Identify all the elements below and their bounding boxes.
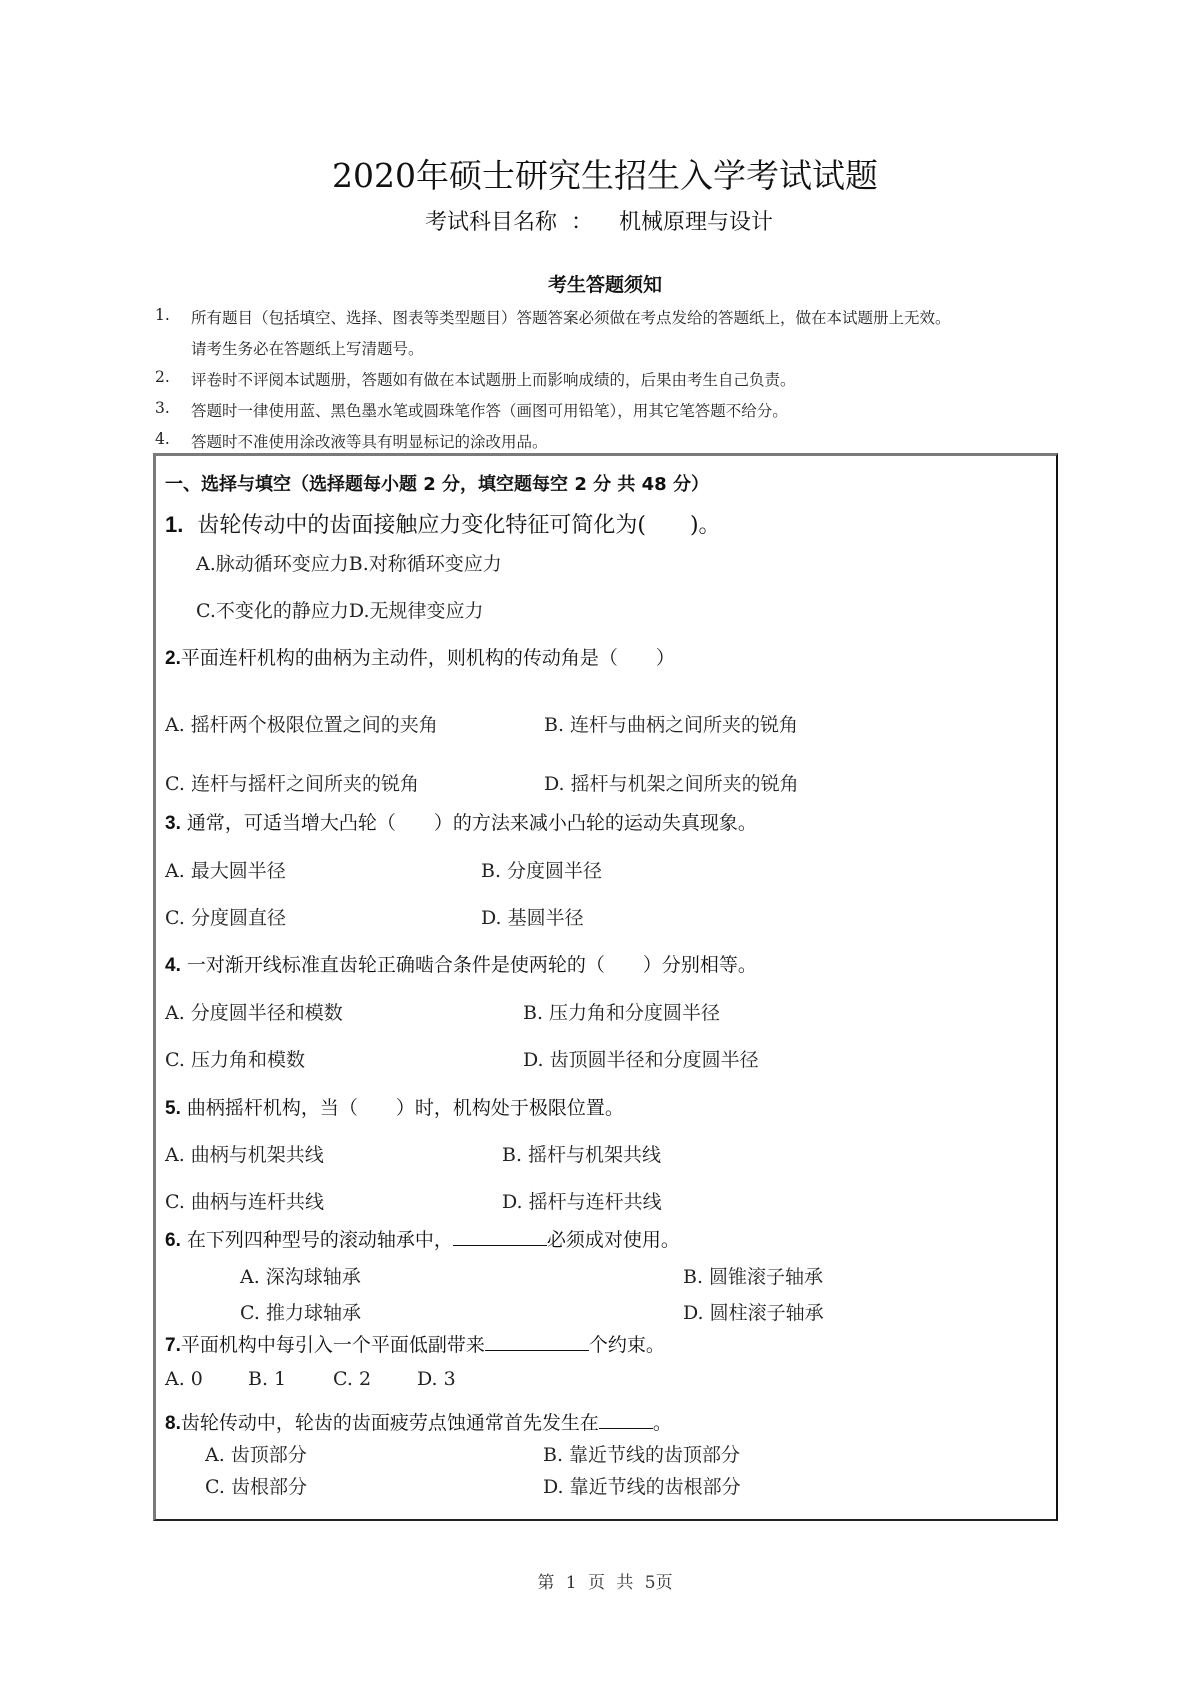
- question-text: 曲柄摇杆机构，当（ ）时，机构处于极限位置。: [186, 1097, 624, 1119]
- question-8: [165, 1408, 672, 1435]
- question-4-option-b: B. 压力角和分度圆半径: [523, 1002, 721, 1024]
- page-number: 第 1 页 共 5页: [537, 1573, 673, 1593]
- question-text: 在下列四种型号的滚动轴承中，: [186, 1229, 453, 1251]
- question-text-after: 必须成对使用。: [546, 1229, 680, 1251]
- notice-number: 4.: [155, 430, 170, 448]
- answer-blank: [453, 1227, 547, 1246]
- question-text: 一对渐开线标准直齿轮正确啮合条件是使两轮的（ ）分别相等。: [186, 954, 757, 976]
- question-number: 8.: [165, 1413, 181, 1434]
- question-number: 7.: [165, 1335, 181, 1356]
- question-text: 齿轮传动中的齿面接触应力变化特征可简化为( )。: [197, 513, 721, 538]
- question-2-option-c: C. 连杆与摇杆之间所夹的锐角: [165, 773, 419, 795]
- question-8-option-b: B. 靠近节线的齿顶部分: [543, 1444, 741, 1466]
- question-number: 3.: [165, 813, 181, 834]
- question-7-option-c: C. 2: [333, 1368, 372, 1390]
- question-7-option-d: D. 3: [417, 1368, 456, 1390]
- question-8-option-c: C. 齿根部分: [205, 1476, 307, 1498]
- question-4-option-c: C. 压力角和模数: [165, 1049, 305, 1071]
- notice-number: 1.: [155, 306, 170, 324]
- question-8-option-d: D. 靠近节线的齿根部分: [543, 1476, 741, 1498]
- question-text: 通常，可适当增大凸轮（ ）的方法来减小凸轮的运动失真现象。: [186, 812, 757, 834]
- question-2-option-d: D. 摇杆与机架之间所夹的锐角: [544, 773, 799, 795]
- question-4: [165, 950, 757, 977]
- question-number: 2.: [165, 648, 181, 669]
- question-text-after: 个约束。: [588, 1334, 665, 1356]
- notice-text: 评卷时不评阅本试题册，答题如有做在本试题册上而影响成绩的，后果由考生自己负责。: [191, 371, 796, 389]
- question-4-option-d: D. 齿顶圆半径和分度圆半径: [523, 1049, 759, 1071]
- notice-number: 2.: [155, 368, 170, 386]
- question-6-option-d: D. 圆柱滚子轴承: [683, 1302, 824, 1324]
- notice-number: 3.: [155, 399, 170, 417]
- question-3-option-b: B. 分度圆半径: [481, 860, 603, 882]
- subject-separator: ：: [571, 210, 594, 235]
- question-6-option-c: C. 推力球轴承: [240, 1302, 361, 1324]
- question-6-option-b: B. 圆锥滚子轴承: [683, 1266, 824, 1288]
- question-6-option-a: A. 深沟球轴承: [240, 1266, 361, 1288]
- question-1-options-row-1: A.脉动循环变应力B.对称循环变应力: [196, 553, 502, 575]
- answer-blank: [599, 1410, 653, 1429]
- question-1: [165, 508, 721, 539]
- notice-text: 所有题目（包括填空、选择、图表等类型题目）答题答案必须做在考点发给的答题纸上，做在本试题册上无效。: [191, 309, 951, 327]
- question-2-option-b: B. 连杆与曲柄之间所夹的锐角: [544, 714, 799, 736]
- question-1-options-row-2: C.不变化的静应力D.无规律变应力: [196, 600, 484, 622]
- question-5-option-b: B. 摇杆与机架共线: [502, 1144, 662, 1166]
- exam-subject: [425, 205, 773, 236]
- answer-blank: [485, 1332, 589, 1351]
- question-text: 平面连杆机构的曲柄为主动件，则机构的传动角是（ ）: [180, 647, 675, 669]
- question-number: 1.: [165, 512, 184, 537]
- notice-text: 答题时不准使用涂改液等具有明显标记的涂改用品。: [191, 433, 548, 451]
- question-8-option-a: A. 齿顶部分: [205, 1444, 307, 1466]
- question-6: [165, 1225, 680, 1252]
- question-number: 5.: [165, 1098, 181, 1119]
- question-7: [165, 1330, 665, 1357]
- question-number: 6.: [165, 1230, 181, 1251]
- question-number: 4.: [165, 955, 181, 976]
- question-text-after: 。: [652, 1412, 672, 1434]
- question-4-option-a: A. 分度圆半径和模数: [165, 1002, 343, 1024]
- notice-text: 答题时一律使用蓝、黑色墨水笔或圆珠笔作答（画图可用铅笔），用其它笔答题不给分。: [191, 402, 788, 420]
- question-7-option-b: B. 1: [248, 1368, 287, 1390]
- question-2: [165, 643, 675, 670]
- question-3: [165, 808, 757, 835]
- notice-text: 请考生务必在答题纸上写清题号。: [191, 340, 424, 358]
- question-7-option-a: A. 0: [165, 1368, 203, 1390]
- question-3-option-c: C. 分度圆直径: [165, 907, 286, 929]
- subject-name: 机械原理与设计: [619, 210, 774, 235]
- question-5-option-d: D. 摇杆与连杆共线: [502, 1191, 662, 1213]
- question-5-option-c: C. 曲柄与连杆共线: [165, 1191, 324, 1213]
- question-text: 齿轮传动中，轮齿的齿面疲劳点蚀通常首先发生在: [180, 1412, 599, 1434]
- exam-title: 2020年硕士研究生招生入学考试试题: [332, 156, 878, 195]
- question-3-option-d: D. 基圆半径: [481, 907, 584, 929]
- notice-heading: 考生答题须知: [547, 274, 662, 296]
- subject-label: 考试科目名称: [425, 210, 558, 235]
- section-title: 一、选择与填空（选择题每小题 2 分，填空题每空 2 分 共 48 分）: [165, 474, 709, 495]
- question-5: [165, 1093, 624, 1120]
- question-3-option-a: A. 最大圆半径: [165, 860, 286, 882]
- question-2-option-a: A. 摇杆两个极限位置之间的夹角: [165, 714, 438, 736]
- question-5-option-a: A. 曲柄与机架共线: [165, 1144, 324, 1166]
- question-text: 平面机构中每引入一个平面低副带来: [180, 1334, 485, 1356]
